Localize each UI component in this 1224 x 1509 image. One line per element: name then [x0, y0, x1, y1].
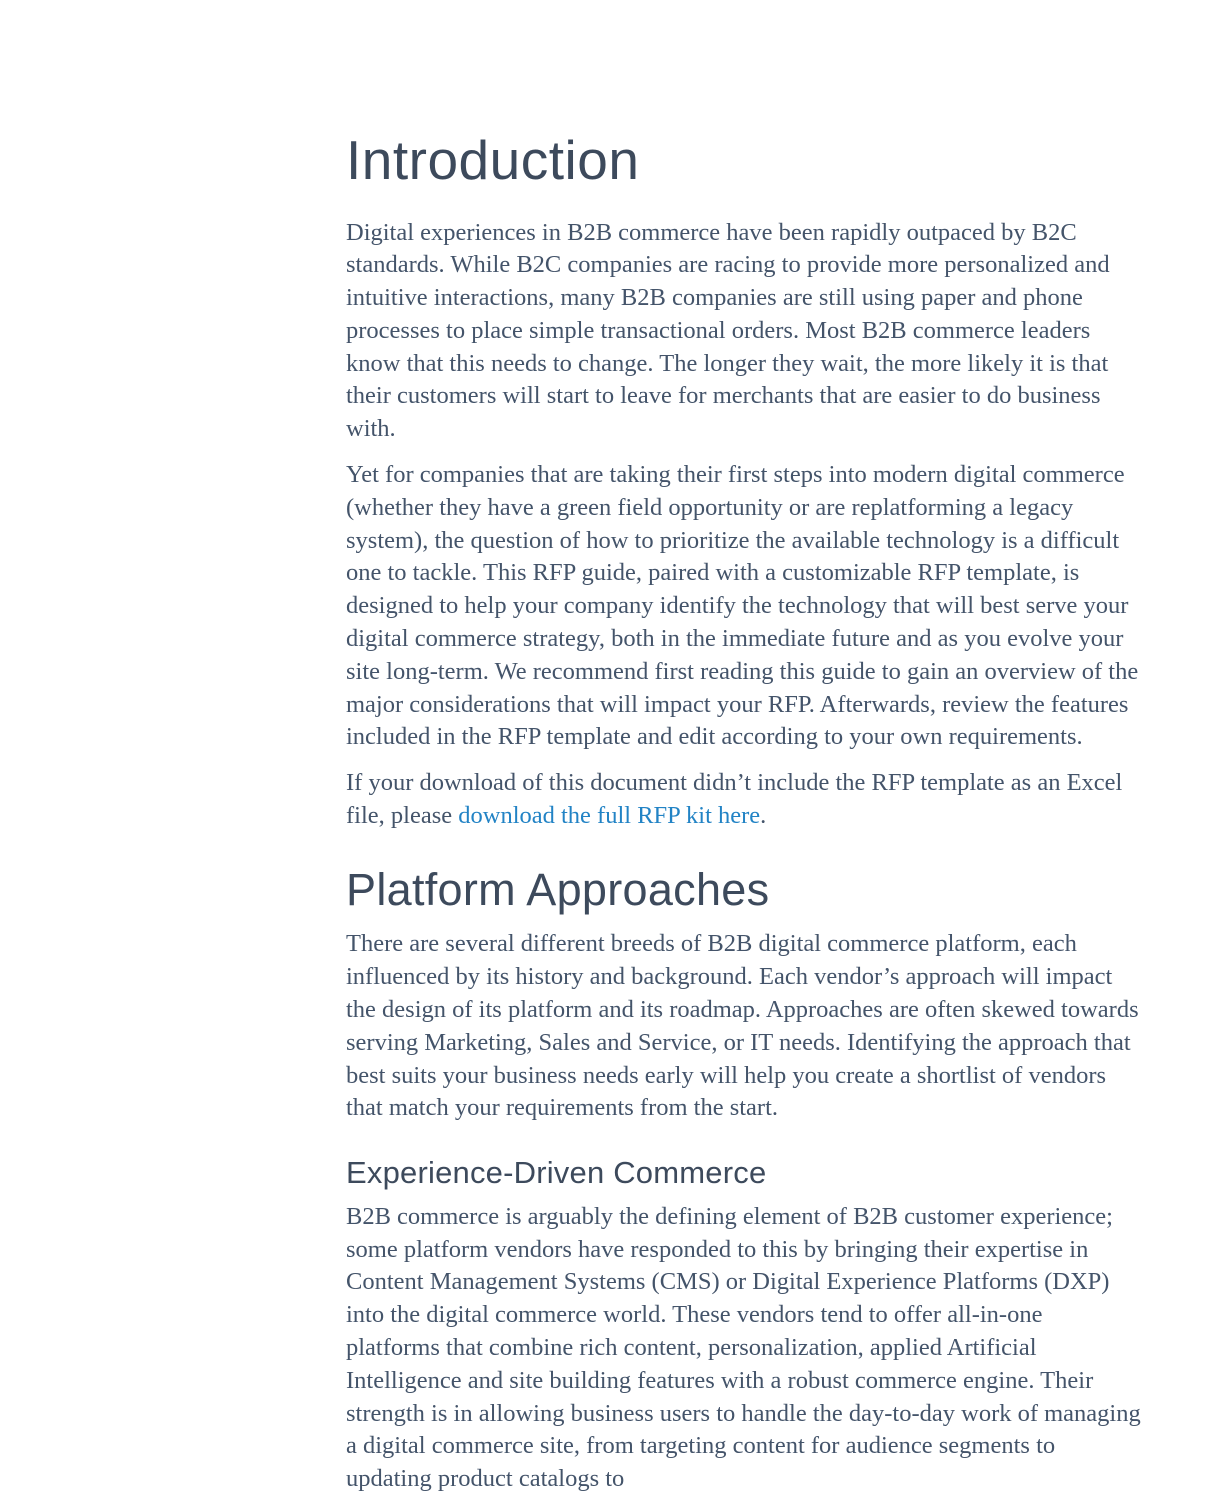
download-note-prefix: If your download of this document didn’t include the RFP template as an Excel file, please: [346, 769, 1123, 830]
page-title: Introduction: [346, 129, 640, 191]
intro-paragraph-3: [346, 767, 1141, 833]
document-page: [346, 0, 1141, 1509]
intro-paragraph-1: Digital experiences in B2B commerce have been rapidly outpaced by B2C standards. While B2C companies are racing to provide more personalized and intuitive interactions, many B2B companies are still using paper and phone processes to place simple transactional orders. Most B2B commerce leaders know that this needs to change. The longer they wait, the more likely it is that their customers will start to leave for merchants that are easier to do business with.: [346, 218, 1110, 443]
subsection-title-experience-driven-commerce: Experience-Driven Commerce: [346, 1155, 767, 1191]
platform-approaches-paragraph: There are several different breeds of B2B digital commerce platform, each influenced by its history and background. Each vendor’s approach will impact the design of its platform and its roadmap. Approaches are often skewed towards serving Marketing, Sales and Service, or IT needs. Identifying the approach that best suits your business needs early will help you create a shortlist of vendors that match your requirements from the start.: [346, 930, 1139, 1122]
section-title-platform-approaches: Platform Approaches: [346, 863, 770, 915]
download-note-suffix: .: [760, 802, 767, 830]
rfp-kit-download-link[interactable]: download the full RFP kit here: [458, 802, 761, 830]
experience-driven-commerce-paragraph: B2B commerce is arguably the defining element of B2B customer experience; some platform vendors have responded to this by bringing their expertise in Content Management Systems (CMS) or Digital Experience Platforms (DXP) into the digital commerce world. These vendors tend to offer all-in-one platforms that combine rich content, personalization, applied Artificial Intelligence and site building features with a robust commerce engine. Their strength is in allowing business users to handle the day-to-day work of managing a digital commerce site, from targeting content for audience segments to updating product catalogs to: [346, 1202, 1141, 1493]
intro-paragraph-2: Yet for companies that are taking their first steps into modern digital commerce (whether they have a green field opportunity or are replatforming a legacy system), the question of how to prioritize the available technology is a difficult one to tackle. This RFP guide, paired with a customizable RFP template, is designed to help your company identify the technology that will best serve your digital commerce strategy, both in the immediate future and as you evolve your site long-term. We recommend first reading this guide to gain an overview of the major considerations that will impact your RFP. Afterwards, review the features included in the RFP template and edit according to your own requirements.: [346, 461, 1139, 751]
